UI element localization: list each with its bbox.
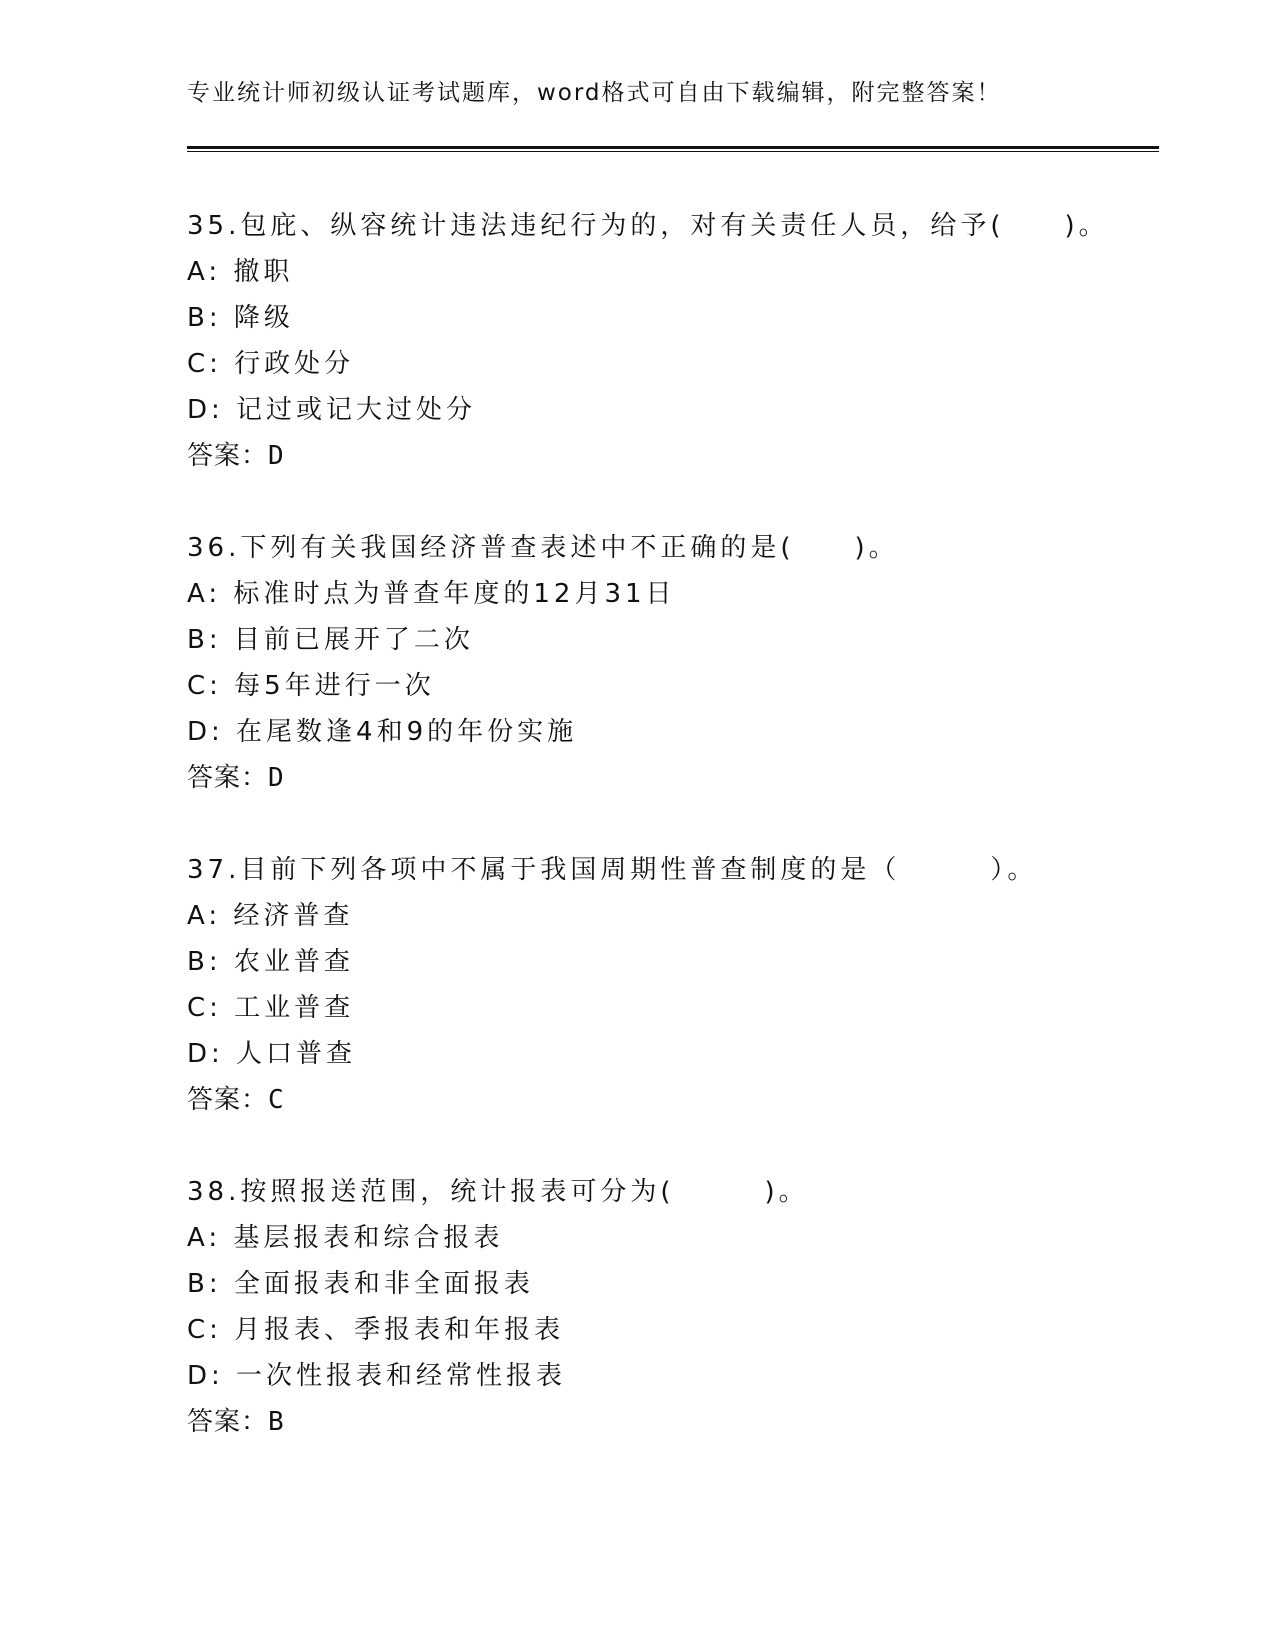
header-divider <box>187 146 1159 153</box>
option-b: B: 农业普查 <box>187 947 354 977</box>
question-37 <box>187 847 1167 1123</box>
option-c: C: 行政处分 <box>187 349 355 379</box>
option-c: C: 工业普查 <box>187 993 355 1023</box>
answer-value: B <box>268 1407 285 1437</box>
question-stem: 37.目前下列各项中不属于我国周期性普查制度的是（ ）。 <box>187 855 1038 885</box>
answer-label: 答案： <box>187 441 269 471</box>
answer-value: C <box>268 1085 285 1115</box>
question-stem: 35.包庇、纵容统计违法违纪行为的，对有关责任人员，给予( )。 <box>187 211 1109 241</box>
answer-value: D <box>268 441 285 471</box>
answer-label: 答案： <box>187 1407 269 1437</box>
question-list <box>187 203 1167 1491</box>
answer-value: D <box>268 763 285 793</box>
option-d: D: 记过或记大过处分 <box>187 395 477 425</box>
option-a: A: 撤职 <box>187 257 294 287</box>
question-stem: 38.按照报送范围，统计报表可分为( )。 <box>187 1177 809 1207</box>
question-36 <box>187 525 1167 801</box>
option-d: D: 人口普查 <box>187 1039 357 1069</box>
answer-label: 答案： <box>187 763 269 793</box>
option-b: B: 全面报表和非全面报表 <box>187 1269 534 1299</box>
answer-row <box>187 755 1167 801</box>
option-a: A: 标准时点为普查年度的12月31日 <box>187 579 676 609</box>
option-c: C: 每5年进行一次 <box>187 671 435 701</box>
question-38 <box>187 1169 1167 1445</box>
page-header-text: 专业统计师初级认证考试题库，word格式可自由下载编辑，附完整答案！ <box>187 80 1002 106</box>
answer-label: 答案： <box>187 1085 269 1115</box>
question-stem: 36.下列有关我国经济普查表述中不正确的是( )。 <box>187 533 899 563</box>
option-b: B: 降级 <box>187 303 294 333</box>
option-a: A: 基层报表和综合报表 <box>187 1223 504 1253</box>
option-d: D: 在尾数逢4和9的年份实施 <box>187 717 578 747</box>
answer-row <box>187 1399 1167 1445</box>
answer-row <box>187 433 1167 479</box>
header-divider-thin <box>187 151 1159 152</box>
option-c: C: 月报表、季报表和年报表 <box>187 1315 565 1345</box>
question-35 <box>187 203 1167 479</box>
option-d: D: 一次性报表和经常性报表 <box>187 1361 567 1391</box>
option-a: A: 经济普查 <box>187 901 354 931</box>
header-divider-thick <box>187 146 1159 149</box>
option-b: B: 目前已展开了二次 <box>187 625 474 655</box>
answer-row <box>187 1077 1167 1123</box>
